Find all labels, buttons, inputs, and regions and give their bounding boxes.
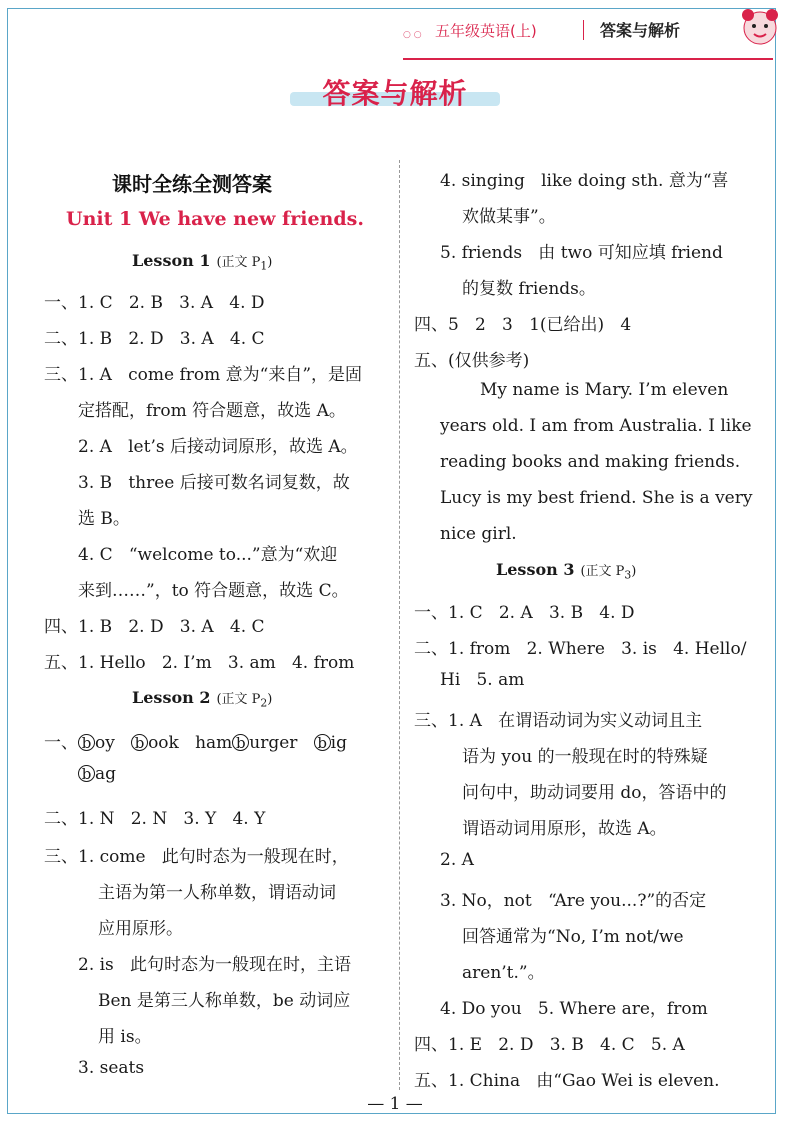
l1-answer-2: 二、1. B 2. D 3. A 4. C [44,329,265,349]
dots-decoration-icon: ○ ○ [403,30,422,40]
l2-answer-3-2-cont2: 用 is。 [98,1027,152,1047]
l1-answer-1: 一、1. C 2. B 3. A 4. D [44,293,265,313]
l2-answer-3-2-cont: Ben 是第三人称单数，be 动词应 [98,991,351,1011]
essay-line-4: Lucy is my best friend. She is a very [440,488,753,508]
l1-answer-3: 三、1. A come from 意为“来自”，是固 [44,365,363,385]
page-title-text: 答案与解析 [322,77,468,110]
l3-answer-3-cont: 语为 you 的一般现在时的特殊疑 [462,747,708,767]
lesson-2-heading [132,688,272,710]
circled-letter: b [232,734,249,751]
lesson-1-heading [132,251,272,273]
essay-line-5: nice girl. [440,524,517,544]
section-title: 课时全练全测答案 [112,172,272,196]
l2-answer-3-cont: 主语为第一人称单数，谓语动词 [98,883,336,903]
book-title: 五年级英语(上) [435,22,537,40]
l2-answer-1: 一、 b oy b ook ham b urger b ig [44,733,347,753]
r-section-5: 五、(仅供参考) [414,351,530,371]
page-title [290,72,500,116]
essay-line-1: My name is Mary. I’m eleven [480,380,729,400]
essay-line-2: years old. I am from Australia. I like [440,416,752,436]
lesson-2-label: Lesson 2 [132,688,211,707]
r-answer-4-cont: 欢做某事”。 [462,207,556,227]
circled-letter: b [78,765,95,782]
l3-answer-3-cont3: 谓语动词用原形，故选 A。 [462,819,667,839]
l3-answer-1: 一、1. C 2. A 3. B 4. D [414,603,635,623]
lesson-1-label: Lesson 1 [132,251,211,270]
circled-letter: b [314,734,331,751]
circled-letter: b [131,734,148,751]
lesson-1-ref: (正文 $P_1$) [216,255,273,273]
l3-answer-2: 二、1. from 2. Where 3. is 4. Hello/ [414,639,747,659]
lesson-3-ref: (正文 $P_3$) [580,564,637,582]
l1-answer-3-3-cont: 选 B。 [78,509,130,529]
lesson-3-label: Lesson 3 [496,560,575,579]
page-number: — 1 — [367,1094,423,1114]
l2-answer-3-2: 2. is 此句时态为一般现在时，主语 [78,955,351,975]
l2-answer-1-cont: b ag [78,764,116,784]
l3-answer-5: 五、1. China 由“Gao Wei is eleven. [414,1071,720,1091]
r-answer-4: 4. singing like doing sth. 意为“喜 [440,171,729,191]
l3-answer-4: 四、1. E 2. D 3. B 4. C 5. A [414,1035,685,1055]
l3-answer-3-3: 3. No，not “Are you...?”的否定 [440,891,707,911]
l3-answer-3-4: 4. Do you 5. Where are，from [440,999,708,1019]
l1-answer-5: 五、1. Hello 2. I’m 3. am 4. from [44,653,355,673]
page-header [395,16,775,46]
l1-answer-3-4: 4. C “welcome to...”意为“欢迎 [78,545,338,565]
r-answer-5: 5. friends 由 two 可知应填 friend [440,243,723,263]
l3-answer-2-cont: Hi 5. am [440,670,525,690]
unit-title: Unit 1 We have new friends. [66,208,364,230]
r-section-4: 四、5 2 3 1(已给出) 4 [414,315,632,335]
r-answer-5-cont: 的复数 friends。 [462,279,596,299]
header-section: 答案与解析 [600,21,681,40]
l3-answer-3-3-cont: 回答通常为“No, I’m not/we [462,927,684,947]
l3-answer-3-cont2: 问句中，助动词要用 do，答语中的 [462,783,727,803]
column-divider [399,160,400,1090]
l2-answer-2: 二、1. N 2. N 3. Y 4. Y [44,809,266,829]
l3-answer-3: 三、1. A 在谓语动词为实义动词且主 [414,711,703,731]
l1-answer-3-3: 3. B three 后接可数名词复数，故 [78,473,350,493]
lesson-3-heading [496,560,636,582]
l1-answer-3-cont: 定搭配，from 符合题意，故选 A。 [78,401,346,421]
l1-answer-4: 四、1. B 2. D 3. A 4. C [44,617,265,637]
header-separator [583,20,584,40]
l2-answer-3-cont2: 应用原形。 [98,919,183,939]
l3-answer-3-2: 2. A [440,850,474,870]
lesson-2-ref: (正文 $P_2$) [216,692,273,710]
circled-letter: b [78,734,95,751]
l3-answer-3-3-cont2: aren’t.”。 [462,963,545,983]
l2-answer-3: 三、1. come 此句时态为一般现在时， [44,847,349,867]
mascot-icon [738,6,782,48]
l2-answer-3-3: 3. seats [78,1058,145,1078]
l1-answer-3-4-cont: 来到……”，to 符合题意，故选 C。 [78,581,349,601]
essay-line-3: reading books and making friends. [440,452,741,472]
header-rule [403,58,773,60]
l1-answer-3-2: 2. A let’s 后接动词原形，故选 A。 [78,437,358,457]
